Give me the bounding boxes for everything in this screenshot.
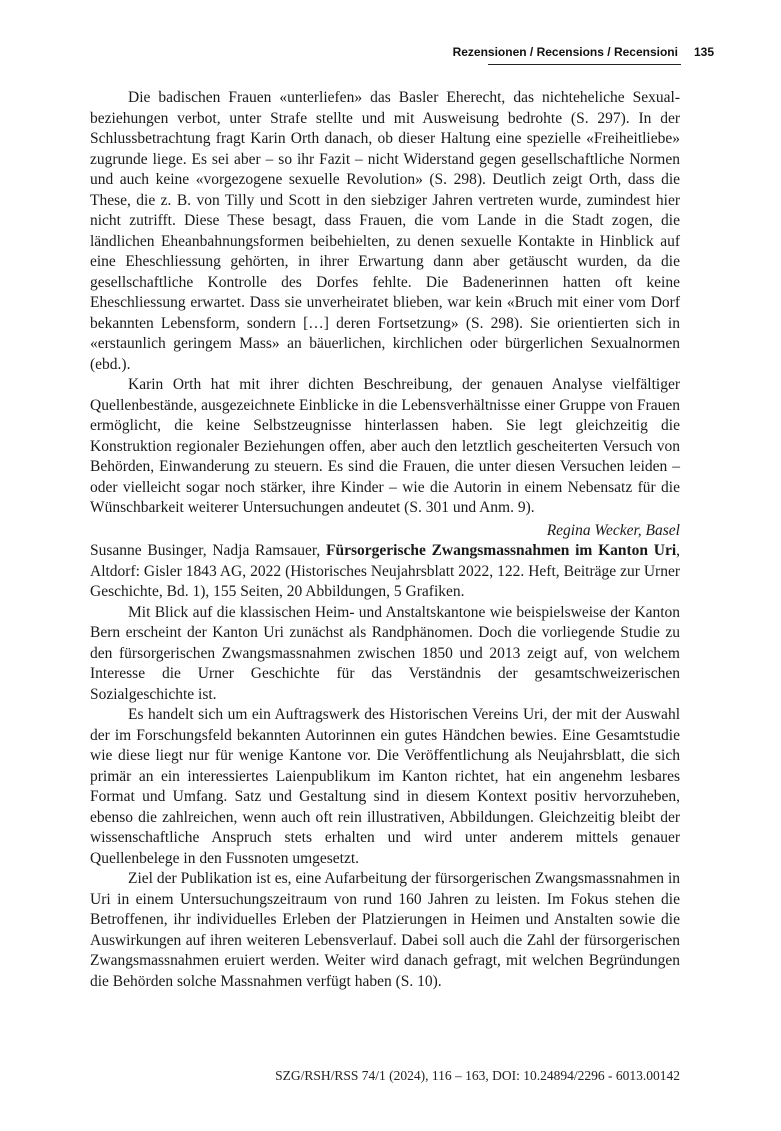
running-header: [90, 45, 714, 59]
article-body: [90, 88, 680, 992]
review2-paragraph-2: Es handelt sich um ein Auftragswerk des Historischen Vereins Uri, der mit der Auswahl der im Forschungsfeld bekannten Autorinnen ein gutes Händchen bewies. Eine Gesamtstudie wie diese liegt nur für wenige Kantone vor. Die Veröffentlichung als Neujahrsblatt, die sich primär an ein interessiertes Laienpublikum im Kanton richtet, hat ein angenehm lesbares Format und Umfang. Satz und Gestaltung sind in diesem Kontext positiv hervorzuheben, ebenso die zahlreichen, wenn auch oft rein illustrativen, Abbildungen. Gleichzeitig bleibt der wissenschaftliche Anspruch stets erhalten und wird unter anderem mittels genauer Quellenbelege in den Fussnoten umgesetzt.: [90, 706, 680, 867]
header-rule: [488, 64, 681, 65]
review1-paragraph-1: Die badischen Frauen «unterliefen» das Basler Eherecht, das nichteheliche Sexualbeziehungen verbot, unter Strafe stellte und mit Ausweisung bedrohte (S. 297). In der Schlussbetrachtung fragt Karin Orth danach, ob dieser Haltung eine spezielle «Freiheitliebe» zugrunde liege. Es sei aber – so ihr Fazit – nicht Widerstand gegen gesellschaftliche Normen und auch keine «vorgezogene sexuelle Revolution» (S. 298). Deutlich zeigt Orth, dass die These, die z. B. von Tilly und Scott in den siebziger Jahren vertreten wurde, zumindest hier nicht zutrifft. Diese These besagt, dass Frauen, die vom Lande in die Stadt zogen, die ländlichen Eheanbahnungsformen beibehielten, zu denen sexuelle Kontakte in Hinblick auf eine Eheschliessung gehörten, in ihrer Erwartung dann aber getäuscht wurden, da die gesellschaftliche Kontrolle des Dorfes fehlte. Die Badenerinnen hatten oft keine Eheschliessung erwartet. Dass sie unverheiratet blieben, war kein «Bruch mit einer vom Dorf bekannten Lebensform, sondern […] deren Fortsetzung» (S. 298). Sie orientierten sich in «erstaunlich geringem Mass» an bäuerlichen, kirchlichen oder bürgerlichen Sexualnormen (ebd.).: [90, 89, 680, 373]
review2-book-title: Fürsorgerische Zwangsmassnahmen im Kanton Uri: [326, 542, 677, 559]
page-number: 135: [693, 45, 714, 59]
review2-authors: Susanne Businger, Nadja Ramsauer,: [90, 542, 327, 559]
journal-section-title: Rezensionen / Recensions / Recensioni: [452, 45, 678, 59]
review2-publication-details: , Altdorf: Gisler 1843 AG, 2022 (Historisches Neujahrsblatt 2022, 122. Heft, Beiträge zur Urner Geschichte, Bd. 1), 155 Seiten, 20 Abbildungen, 5 Grafiken.: [90, 542, 680, 600]
review1-signature: Regina Wecker, Basel: [546, 521, 680, 539]
review2-bibliographic-entry: [90, 541, 680, 603]
page-footer-citation: SZG/RSH/RSS 74/1 (2024), 116 – 163, DOI: 10.24894/2296 - 6013.00142: [275, 1068, 680, 1083]
review2-paragraph-1: Mit Blick auf die klassischen Heim- und Anstaltskantone wie beispielsweise der Kanton Bern erscheint der Kanton Uri zunächst als Randphänomen. Doch die vorliegende Studie zu den fürsorgerischen Zwangsmassnahmen zwischen 1850 und 2013 zeigt auf, von welchem Interesse die Urner Geschichte für das Verständnis der gesamtschweizerischen Sozialgeschichte ist.: [90, 603, 680, 703]
review1-paragraph-2: Karin Orth hat mit ihrer dichten Beschreibung, der genauen Analyse vielfältiger Quellenbestände, ausgezeichnete Einblicke in die Lebensverhältnisse einer Gruppe von Frauen ermöglicht, die keine Selbstzeugnisse hinterlassen haben. Sie legt gleichzeitig die Konstruktion regionaler Beziehungen offen, aber auch den letztlich gescheiterten Versuch von Behörden, Einwanderung zu steuern. Es sind die Frauen, die unter diesen Versuchen leiden – oder vielleicht sogar noch stärker, ihre Kinder – wie die Autorin in einem Nebensatz für die Wünschbarkeit weiterer Untersuchungen andeutet (S. 301 und Anm. 9).: [90, 376, 680, 516]
review2-paragraph-3: Ziel der Publikation ist es, eine Aufarbeitung der fürsorgerischen Zwangsmassnahmen in Uri in einem Untersuchungszeitraum von rund 160 Jahren zu leisten. Im Fokus stehen die Betroffenen, ihr individuelles Erleben der Platzierungen in Heimen und Anstalten sowie die Auswirkungen auf ihren weiteren Lebensverlauf. Dabei soll auch die Zahl der fürsorgerischen Zwangsmassnahmen eruiert werden. Weiter wird danach gefragt, mit welchen Begründungen die Behörden solche Massnahmen verfügt haben (S. 10).: [90, 870, 680, 990]
